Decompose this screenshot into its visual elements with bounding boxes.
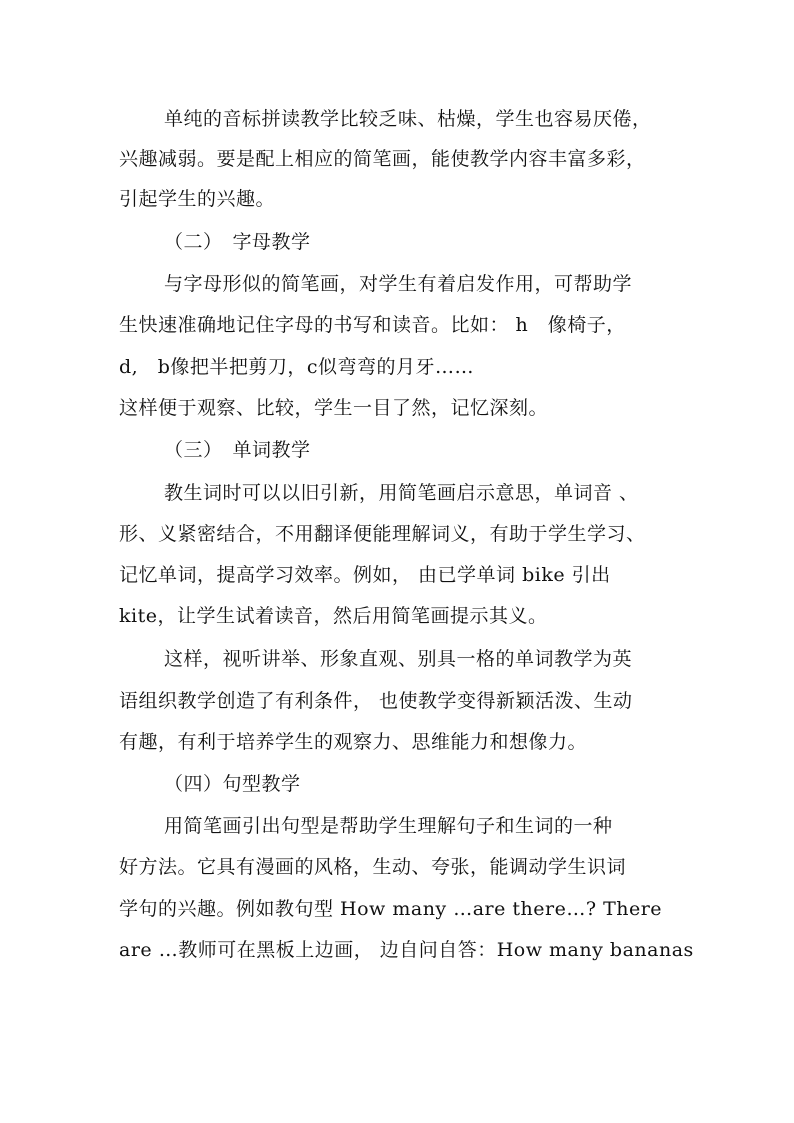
paragraph-5-line-4: are …教师可在黑板上边画， 边自问自答：How many bananas: [119, 939, 694, 961]
section-heading-sentences: （四）句型教学: [164, 773, 301, 795]
paragraph-4-line-1: 这样，视听讲举、形象直观、别具一格的单词教学为英: [164, 648, 633, 670]
paragraph-4-line-2: 语组织教学创造了有利条件， 也使教学变得新颖活泼、生动: [119, 690, 633, 712]
paragraph-2-line-4: 这样便于观察、比较，学生一目了然，记忆深刻。: [119, 397, 549, 419]
paragraph-3-line-1: 教生词时可以以旧引新，用简笔画启示意思，单词音 、: [164, 482, 639, 504]
paragraph-2-line-2: 生快速准确地记住字母的书写和读音。比如： h 像椅子，: [119, 314, 626, 336]
paragraph-3-line-2: 形、义紧密结合，不用翻译便能理解词义，有助于学生学习、: [119, 523, 646, 545]
paragraph-3-line-4: kite，让学生试着读音，然后用简笔画提示其义。: [119, 605, 548, 627]
paragraph-1-line-1: 单纯的音标拼读教学比较乏味、枯燥，学生也容易厌倦，: [164, 108, 652, 130]
paragraph-5-line-3: 学句的兴趣。例如教句型 How many …are there…? There: [119, 898, 663, 920]
section-heading-letters: （二） 字母教学: [164, 231, 311, 253]
paragraph-5-line-2: 好方法。它具有漫画的风格，生动、夸张，能调动学生识词: [119, 856, 627, 878]
paragraph-4-line-3: 有趣，有利于培养学生的观察力、思维能力和想像力。: [119, 731, 588, 753]
section-heading-words: （三） 单词教学: [164, 439, 311, 461]
paragraph-5-line-1: 用简笔画引出句型是帮助学生理解句子和生词的一种: [164, 815, 613, 837]
paragraph-1-line-3: 引起学生的兴趣。: [119, 188, 276, 210]
paragraph-2-line-1: 与字母形似的简笔画，对学生有着启发作用，可帮助学: [164, 273, 633, 295]
paragraph-3-line-3: 记忆单词，提高学习效率。例如， 由已学单词 bike 引出: [119, 564, 611, 586]
paragraph-2-line-3: d, b像把半把剪刀，c似弯弯的月牙……: [119, 356, 475, 378]
paragraph-1-line-2: 兴趣减弱。要是配上相应的简笔画，能使教学内容丰富多彩，: [119, 148, 646, 170]
